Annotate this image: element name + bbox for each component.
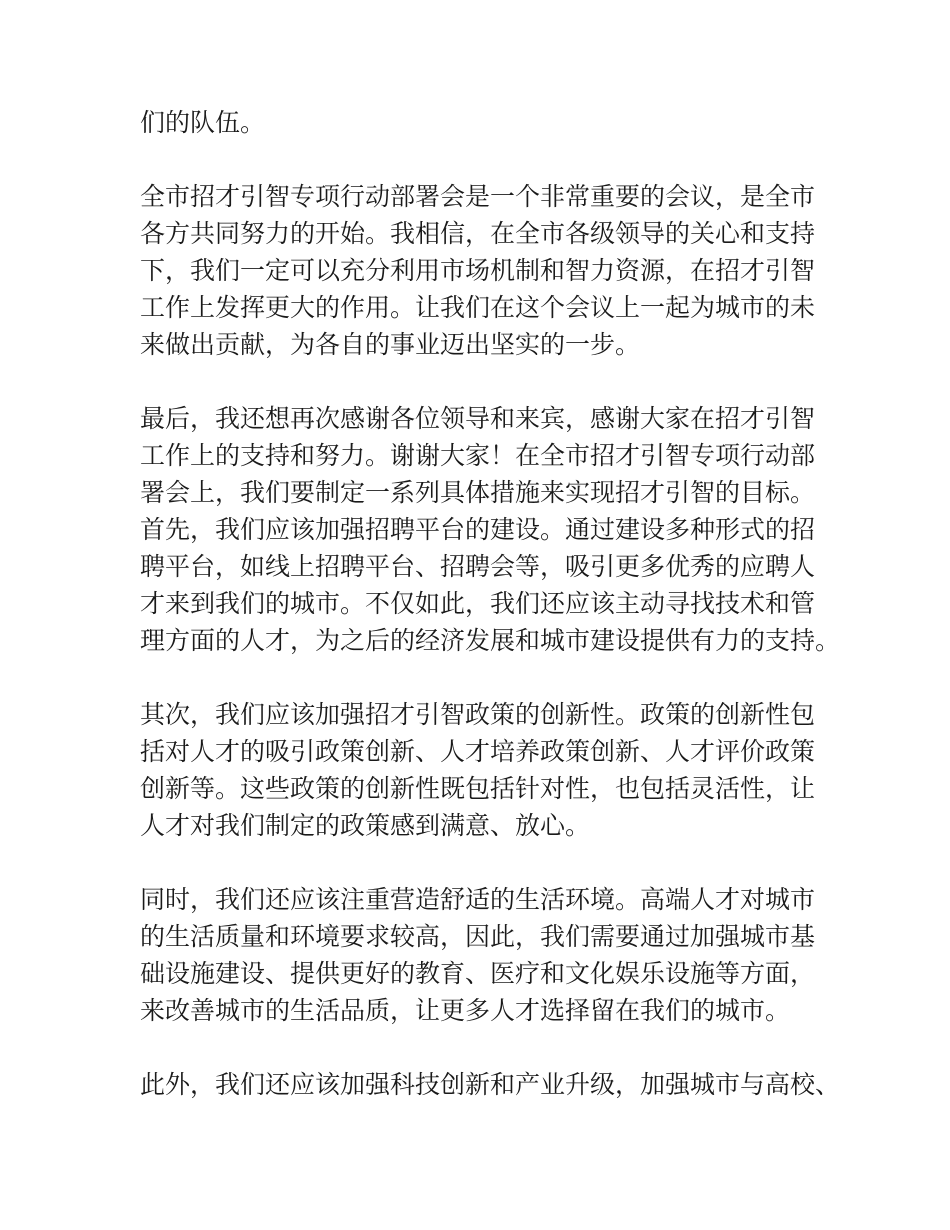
text-line: 其次，我们应该加强招才引智政策的创新性。政策的创新性包 (140, 700, 816, 729)
paragraph (140, 696, 820, 844)
paragraph (140, 400, 841, 659)
text-line: 署会上，我们要制定一系列具体措施来实现招才引智的目标。 (140, 478, 816, 507)
text-line: 同时，我们还应该注重营造舒适的生活环境。高端人才对城市 (140, 885, 816, 914)
paragraph (140, 881, 820, 1029)
text-line: 聘平台，如线上招聘平台、招聘会等，吸引更多优秀的应聘人 (140, 552, 816, 581)
text-line: 括对人才的吸引政策创新、人才培养政策创新、人才评价政策 (140, 737, 816, 766)
paragraph (140, 178, 820, 363)
paragraph (140, 1066, 841, 1103)
text-line: 此外，我们还应该加强科技创新和产业升级，加强城市与高校、 (140, 1070, 841, 1099)
text-line: 创新等。这些政策的创新性既包括针对性，也包括灵活性，让 (140, 774, 816, 803)
text-line: 工作上发挥更大的作用。让我们在这个会议上一起为城市的未 (140, 293, 816, 322)
text-line: 全市招才引智专项行动部署会是一个非常重要的会议，是全市 (140, 182, 816, 211)
text-line: 首先，我们应该加强招聘平台的建设。通过建设多种形式的招 (140, 515, 816, 544)
text-line: 来改善城市的生活品质，让更多人才选择留在我们的城市。 (140, 996, 791, 1025)
text-line: 工作上的支持和努力。谢谢大家！在全市招才引智专项行动部 (140, 441, 816, 470)
text-line: 来做出贡献，为各自的事业迈出坚实的一步。 (140, 330, 641, 359)
text-line: 人才对我们制定的政策感到满意、放心。 (140, 811, 591, 840)
text-line: 才来到我们的城市。不仅如此，我们还应该主动寻找技术和管 (140, 589, 816, 618)
text-line: 理方面的人才，为之后的经济发展和城市建设提供有力的支持。 (140, 626, 841, 655)
text-line: 础设施建设、提供更好的教育、医疗和文化娱乐设施等方面， (140, 959, 816, 988)
text-line: 们的队伍。 (140, 108, 266, 137)
text-line: 下，我们一定可以充分利用市场机制和智力资源，在招才引智 (140, 256, 816, 285)
document-body (140, 104, 841, 1140)
paragraph (140, 104, 820, 141)
text-line: 的生活质量和环境要求较高，因此，我们需要通过加强城市基 (140, 922, 816, 951)
text-line: 最后，我还想再次感谢各位领导和来宾，感谢大家在招才引智 (140, 404, 816, 433)
text-line: 各方共同努力的开始。我相信，在全市各级领导的关心和支持 (140, 219, 816, 248)
